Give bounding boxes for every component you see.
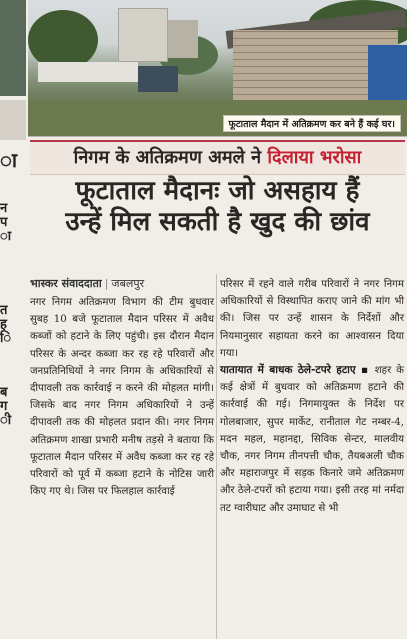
headline-line-2: उन्हें मिल सकती है खुद की छांव [65, 207, 370, 237]
column-2-intro: परिसर में रहने वाले गरीब परिवारों ने नगर निगम अधिकारियों से विस्थापित कराए जाने की मांग भी की। जिस पर उन्हें शासन के निर्देशों और नियमानुसार सहायता करने का आश्वासन दिया गया। [220, 279, 404, 359]
byline-reporter: भास्कर संवाददाता [30, 277, 102, 290]
adjacent-article-fragment: न [0, 201, 8, 216]
adjacent-article-fragment: ब [0, 385, 8, 400]
byline: भास्कर संवाददाता | जबलपुर [30, 277, 145, 290]
adjacent-article-fragment: ह [0, 317, 7, 332]
section-subhead: यातायात में बाधक ठेले-टपरे हटाए ▪ [220, 364, 370, 377]
adjacent-article-fragment: ि [0, 331, 12, 346]
adjacent-article-strip [0, 0, 26, 639]
adjacent-article-fragment: ा [0, 148, 18, 172]
adjacent-article-fragment: ा [0, 229, 12, 244]
kicker-line [30, 140, 405, 175]
adjacent-article-fragment: प [0, 215, 8, 230]
adjacent-article-fragment: ी [0, 413, 12, 428]
photo-caption: फूटाताल मैदान में अतिक्रमण कर बने हैं कई घर। [223, 115, 401, 132]
article-column-1: नगर निगम अतिक्रमण विभाग की टीम बुधवार सुबह 10 बजे फूटाताल मैदान परिसर में अवैध कब्जों को हटाने के लिए पहुंची। इस दौरान मैदान परिसर के अन्दर कब्जा कर रह रहे परिवारों और जनप्रतिनिधियों ने नगर निगम के अधिकारियों से दीपावली तक कार्रवाई न करने की मोहलत मांगी। जिसके बाद नगर निगम अधिकारियों ने उन्हें दीपावली तक की मोहलत प्रदान की। नगर निगम अतिक्रमण शाखा प्रभारी मनीष तड़से ने बताया कि फूटाताल मैदान परिसर में अवैध कब्जा कर रह रहे परिवारों को पूर्व में कब्जा हटाने के नोटिस जारी किए गए थे। जिस पर फिलहाल कार्रवाई [30, 297, 214, 498]
kicker-highlight: दिलाया भरोसा [267, 147, 362, 168]
headline [30, 176, 405, 238]
column-divider [216, 274, 217, 639]
column-2-body: शहर के कई क्षेत्रों में बुधवार को अतिक्रमण हटाने की कार्रवाई की गई। निगमायुक्त के निर्देश पर गोलबाजार, सुपर मार्केट, रानीताल गेट नम्बर-4, मदन महल, महानद्दा, सिविक सेन्टर, मालवीय चौक, नगर निगम तीनपत्ती चौक, तैयबअली चौक और महाराजपुर में सड़क किनारे जमे अतिक्रमण और ठेले-टपरों को हटाया गया। इसी तरह मां नर्मदा तट ग्वारीघाट और उमाघाट से भी [220, 365, 404, 514]
kicker-text: निगम के अतिक्रमण अमले ने [73, 147, 262, 168]
adjacent-article-fragment: ग [0, 399, 8, 414]
adjacent-article-fragment: त [0, 303, 8, 318]
article-column-2 [220, 276, 404, 517]
byline-city: जबलपुर [111, 277, 145, 290]
headline-line-1: फूटाताल मैदानः जो असहाय हैं [75, 176, 360, 206]
news-photo [28, 0, 407, 137]
